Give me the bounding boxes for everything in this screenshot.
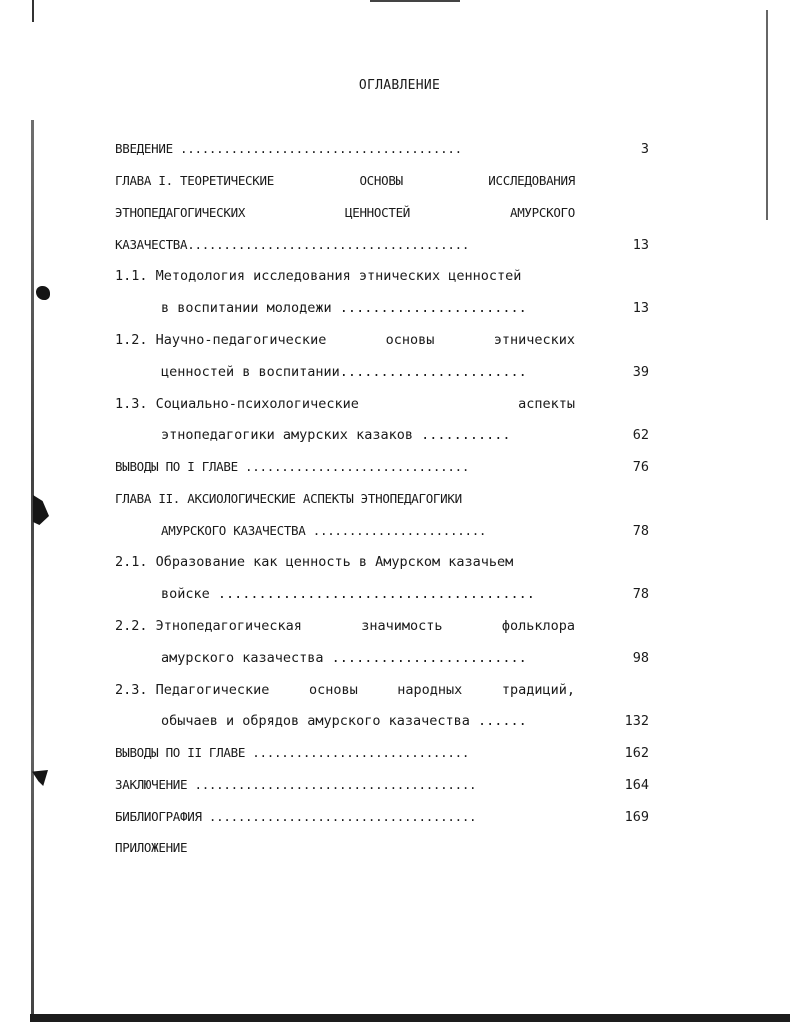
toc-entry-section-1-1-line-1: 1.1. Методология исследования этнических ценностей bbox=[115, 268, 522, 284]
toc-page-number: 3 bbox=[640, 141, 649, 157]
toc-page-number: 13 bbox=[632, 237, 649, 253]
scan-artifact-right-edge bbox=[766, 10, 768, 220]
toc-word: 1.2. Научно-педагогические bbox=[115, 332, 327, 348]
toc-page-number: 78 bbox=[632, 586, 649, 602]
toc-entry-section-1-2-line-2: ценностей в воспитании....................... bbox=[161, 364, 527, 380]
toc-entry-conclusion: ЗАКЛЮЧЕНИЕ ....................................... bbox=[115, 777, 477, 792]
scan-blot bbox=[32, 770, 48, 786]
toc-word: 1.3. Социально-психологические bbox=[115, 396, 359, 412]
toc-page-number: 78 bbox=[632, 523, 649, 539]
toc-page-number: 62 bbox=[632, 427, 649, 443]
toc-entry-bibliography: БИБЛИОГРАФИЯ ..................................... bbox=[115, 809, 477, 824]
toc-entry-section-1-3-line-2: этнопедагогики амурских казаков ........... bbox=[161, 427, 511, 443]
toc-entry-section-2-1-line-1: 2.1. Образование как ценность в Амурском казачьем bbox=[115, 554, 514, 570]
toc-word: АМУРСКОГО bbox=[509, 205, 575, 220]
toc-entry-introduction: ВВЕДЕНИЕ ....................................... bbox=[115, 141, 462, 156]
scan-blot bbox=[33, 495, 49, 525]
toc-word: значимость bbox=[361, 618, 443, 634]
toc-word: ЦЕННОСТЕЙ bbox=[345, 205, 411, 220]
toc-entry-appendix: ПРИЛОЖЕНИЕ bbox=[115, 840, 188, 855]
scan-artifact-top-tick bbox=[32, 0, 34, 22]
toc-word: ГЛАВА I. ТЕОРЕТИЧЕСКИЕ bbox=[115, 173, 274, 188]
scan-artifact-left-edge bbox=[31, 120, 34, 1020]
toc-word: ЭТНОПЕДАГОГИЧЕСКИХ bbox=[115, 205, 246, 220]
toc-word: 2.3. Педагогические bbox=[115, 682, 270, 698]
toc-page-number: 164 bbox=[624, 777, 649, 793]
toc-page-number: 13 bbox=[632, 300, 649, 316]
toc-page-number: 76 bbox=[632, 459, 649, 475]
toc-word: народных bbox=[397, 682, 463, 698]
toc-word: 2.2. Этнопедагогическая bbox=[115, 618, 302, 634]
toc-entry-section-2-1-line-2: войске ....................................... bbox=[161, 586, 535, 602]
toc-entry-conclusions-chapter-2: ВЫВОДЫ ПО II ГЛАВЕ .............................. bbox=[115, 745, 470, 760]
toc-entry-section-2-2-line-1 bbox=[115, 616, 575, 636]
toc-entry-conclusions-chapter-1: ВЫВОДЫ ПО I ГЛАВЕ ............................... bbox=[115, 459, 470, 474]
toc-entry-chapter-2-line-2: АМУРСКОГО КАЗАЧЕСТВА ........................ bbox=[161, 523, 487, 538]
toc-page-number: 169 bbox=[624, 809, 649, 825]
toc-page-number: 98 bbox=[632, 650, 649, 666]
toc-word: традиций, bbox=[501, 682, 575, 698]
toc-word: этнических bbox=[493, 332, 575, 348]
toc-page-number: 39 bbox=[632, 364, 649, 380]
toc-entry-chapter-1-line-2 bbox=[115, 203, 575, 223]
toc-entry-section-1-2-line-1 bbox=[115, 330, 575, 350]
toc-word: основы bbox=[308, 682, 358, 698]
toc-entry-chapter-1-line-3: КАЗАЧЕСТВА....................................... bbox=[115, 237, 470, 252]
toc-entry-section-1-3-line-1 bbox=[115, 394, 575, 414]
toc-entry-section-2-3-line-1 bbox=[115, 680, 575, 700]
scan-artifact-top-bar bbox=[370, 0, 460, 2]
scan-artifact-bottom-edge bbox=[30, 1014, 790, 1022]
toc-entry-section-1-1-line-2: в воспитании молодежи ....................... bbox=[161, 300, 527, 316]
toc-word: фольклора bbox=[501, 618, 575, 634]
toc-entry-section-2-3-line-2: обычаев и обрядов амурского казачества ...... bbox=[161, 713, 527, 729]
toc-page-number: 132 bbox=[624, 713, 649, 729]
toc-page-number: 162 bbox=[624, 745, 649, 761]
toc-word: ИССЛЕДОВАНИЯ bbox=[488, 173, 575, 188]
toc-entry-chapter-1-line-1 bbox=[115, 171, 575, 191]
toc-title: ОГЛАВЛЕНИЕ bbox=[358, 78, 441, 93]
toc-entry-chapter-2-line-1: ГЛАВА II. АКСИОЛОГИЧЕСКИЕ АСПЕКТЫ ЭТНОПЕДАГОГИКИ bbox=[115, 491, 462, 506]
scan-blot bbox=[36, 286, 50, 300]
toc-word: ОСНОВЫ bbox=[359, 173, 403, 188]
toc-word: аспекты bbox=[518, 396, 575, 412]
toc-word: основы bbox=[385, 332, 435, 348]
toc-entry-section-2-2-line-2: амурского казачества ........................ bbox=[161, 650, 527, 666]
